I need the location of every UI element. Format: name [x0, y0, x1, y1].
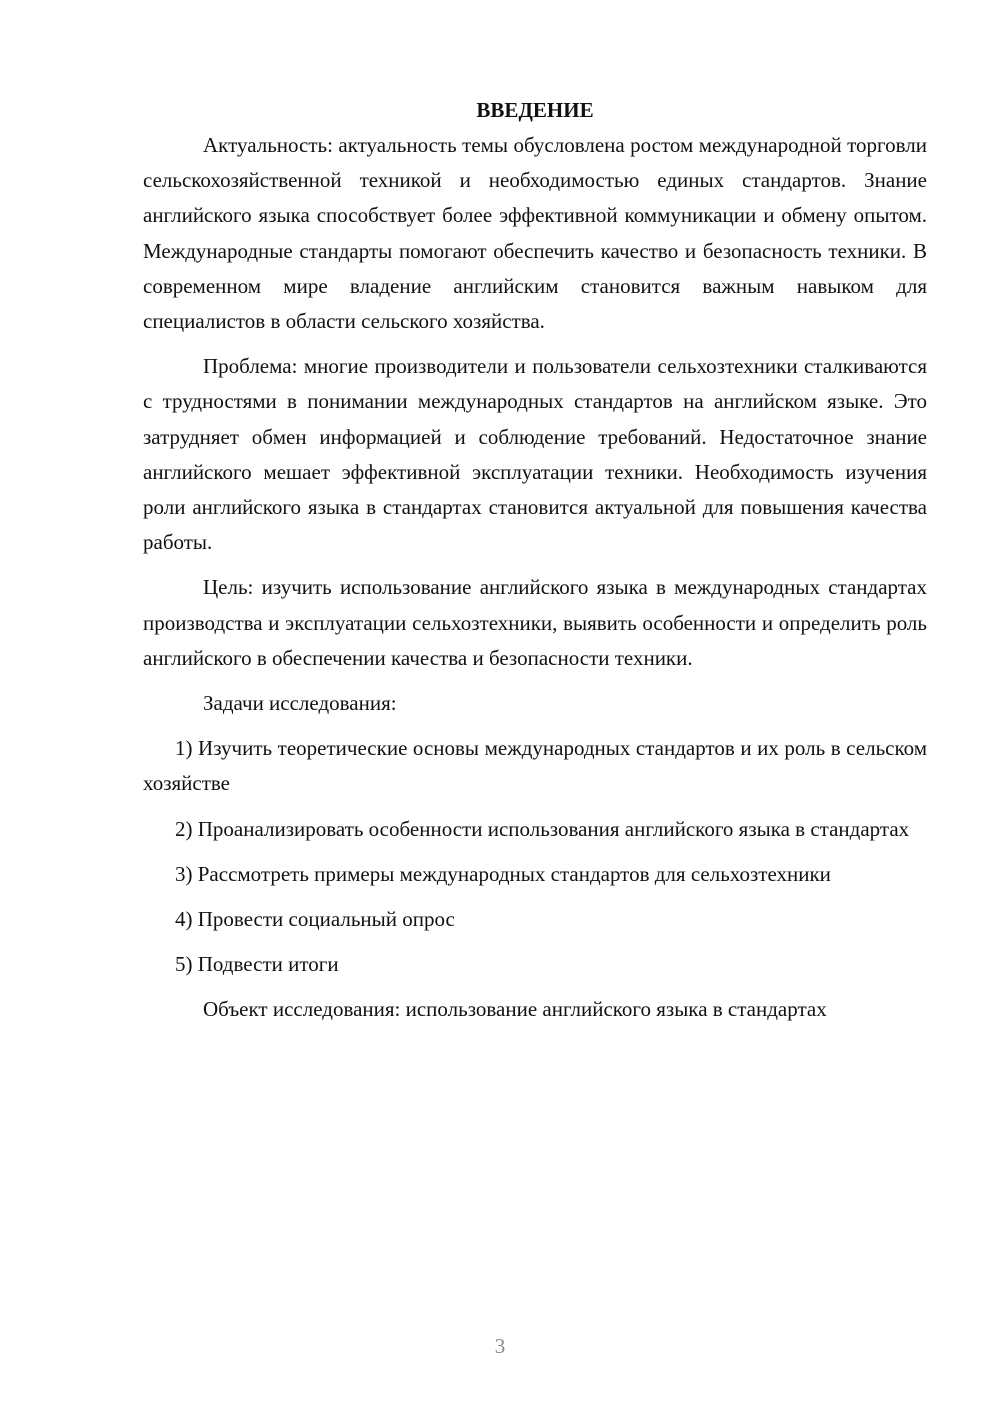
- relevance-paragraph: Актуальность: актуальность темы обусловлена ростом международной торговли сельскохозяйственной техникой и необходимостью единых стандартов. Знание английского языка способствует более эффективной коммуникации и обмену опытом. Международные стандарты помогают обеспечить качество и безопасность техники. В современном мире владение английским становится важным навыком для специалистов в области сельского хозяйства.: [143, 133, 927, 334]
- problem-paragraph: Проблема: многие производители и пользователи сельхозтехники сталкиваются с трудностями в понимании международных стандартов на английском языке. Это затрудняет обмен информацией и соблюдение требований. Недостаточное знание английского мешает эффективной эксплуатации техники. Необходимость изучения роли английского языка в стандартах становится актуальной для повышения качества работы.: [143, 354, 927, 555]
- object-paragraph: Объект исследования: использование английского языка в стандартах: [203, 997, 827, 1022]
- page-content: [143, 93, 927, 1038]
- task-item-3: 3) Рассмотреть примеры международных стандартов для сельхозтехники: [175, 861, 831, 886]
- task-item-1: 1) Изучить теоретические основы международных стандартов и их роль в сельском хозяйстве: [143, 736, 927, 796]
- task-item-2: 2) Проанализировать особенности использования английского языка в стандартах: [175, 816, 910, 841]
- tasks-heading: Задачи исследования:: [203, 691, 397, 716]
- task-item-5: 5) Подвести итоги: [175, 952, 339, 977]
- goal-paragraph: Цель: изучить использование английского языка в международных стандартах производства и эксплуатации сельхозтехники, выявить особенности и определить роль английского в обеспечении качества и безопасности техники.: [143, 575, 927, 670]
- section-title: ВВЕДЕНИЕ: [476, 98, 594, 122]
- task-item-4: 4) Провести социальный опрос: [175, 907, 455, 932]
- page-number: 3: [494, 1334, 506, 1358]
